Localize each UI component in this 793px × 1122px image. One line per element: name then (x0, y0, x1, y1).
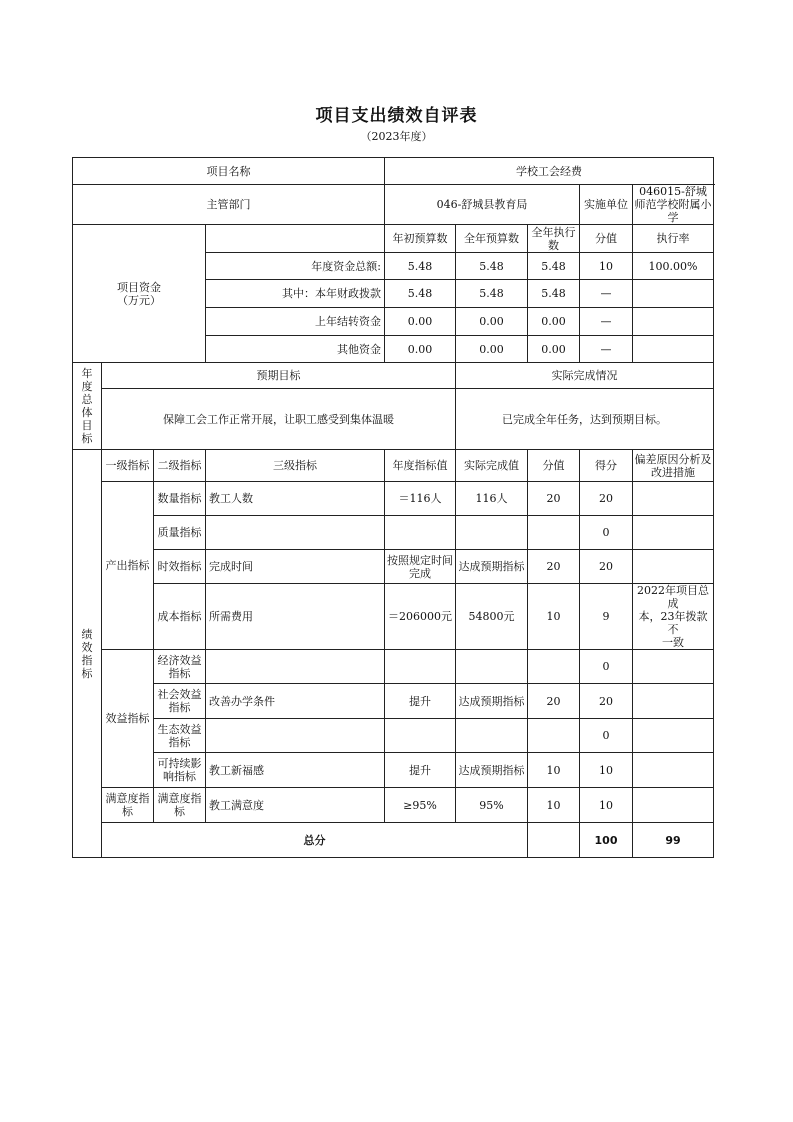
funds-cell: — (580, 280, 633, 308)
funds-cell: — (580, 308, 633, 336)
reason-header-line: 偏差原因分析及 (634, 452, 712, 466)
target-cell: ≥95% (385, 788, 456, 823)
reason-header-line: 改进措施 (651, 465, 695, 479)
funds-row-label: 年度资金总额: (206, 253, 385, 280)
benefit-indicator-label: 效益指标 (102, 650, 154, 788)
level2-line: 可持续影 (157, 757, 202, 770)
level3-cell (206, 650, 385, 684)
col-header-score: 得分 (580, 450, 633, 482)
col-header-actual: 实际完成值 (456, 450, 528, 482)
level3-cell (206, 719, 385, 753)
actual-cell: 116人 (456, 482, 528, 516)
funds-cell: 5.48 (456, 280, 528, 308)
funds-cell: 0.00 (528, 336, 580, 363)
funds-cell: 0.00 (528, 308, 580, 336)
funds-label-line2: （万元） (117, 293, 161, 307)
funds-cell: 0.00 (456, 308, 528, 336)
funds-cell: 100.00% (633, 253, 714, 280)
funds-cell: 5.48 (528, 253, 580, 280)
funds-header: 全年预算数 (456, 225, 528, 253)
funds-cell: 5.48 (385, 253, 456, 280)
goal-label-char: 总 (81, 393, 93, 406)
funds-label-line1: 项目资金 (117, 280, 161, 294)
value-cell: 20 (528, 550, 580, 584)
value-cell: 20 (528, 482, 580, 516)
funds-cell (633, 336, 714, 363)
level2-line: 指标 (168, 666, 191, 680)
funds-row-label: 其他资金 (206, 336, 385, 363)
level3-cell: 完成时间 (206, 550, 385, 584)
target-line: 按照规定时间 (387, 553, 453, 567)
value-cell (528, 650, 580, 684)
target-line: 完成 (409, 566, 431, 580)
level2-cell: 数量指标 (154, 482, 206, 516)
indicator-label-char: 绩 (81, 627, 93, 641)
actual-cell (456, 516, 528, 550)
actual-completion-header: 实际完成情况 (456, 363, 714, 389)
funds-cell: 0.00 (385, 308, 456, 336)
goal-label-char: 目 (81, 419, 93, 432)
score-cell: 20 (580, 482, 633, 516)
actual-cell: 达成预期指标 (456, 684, 528, 719)
dept-value: 046-舒城县教育局 (385, 185, 580, 225)
score-cell: 20 (580, 684, 633, 719)
annual-goal-label (73, 363, 102, 450)
level2-line: 响指标 (163, 770, 196, 783)
target-cell: ＝116人 (385, 482, 456, 516)
total-value: 100 (580, 823, 633, 858)
actual-cell: 达成预期指标 (456, 550, 528, 584)
reason-line: 本，23年拨款不 (638, 610, 708, 636)
reason-line: 一致 (662, 636, 684, 649)
level3-cell: 教工满意度 (206, 788, 385, 823)
reason-cell (633, 719, 714, 753)
report-year: （2023年度） (360, 130, 433, 143)
reason-cell (633, 516, 714, 550)
col-header-level2: 二级指标 (154, 450, 206, 482)
funds-cell: 0.00 (385, 336, 456, 363)
value-cell (528, 516, 580, 550)
reason-cell (633, 650, 714, 684)
funds-cell (633, 308, 714, 336)
funds-cell: 5.48 (456, 253, 528, 280)
col-header-level3: 三级指标 (206, 450, 385, 482)
goal-label-char: 年 (81, 367, 93, 380)
level2-cell: 时效指标 (154, 550, 206, 584)
score-cell: 9 (580, 584, 633, 650)
level2-cell (154, 650, 206, 684)
score-cell: 0 (580, 719, 633, 753)
value-cell: 10 (528, 753, 580, 788)
funds-cell (633, 280, 714, 308)
level2-line: 指标 (168, 701, 191, 714)
level2-cell (154, 788, 206, 823)
dept-label: 主管部门 (73, 185, 385, 225)
reason-cell (633, 550, 714, 584)
target-cell (385, 719, 456, 753)
actual-cell (456, 650, 528, 684)
level2-line: 标 (174, 805, 185, 818)
indicator-label-char: 标 (81, 666, 93, 680)
indicator-label-char: 指 (81, 653, 93, 667)
reason-cell (633, 482, 714, 516)
funds-row-label: 上年结转资金 (206, 308, 385, 336)
col-header-level1: 一级指标 (102, 450, 154, 482)
funds-cell: 5.48 (385, 280, 456, 308)
target-cell (385, 516, 456, 550)
target-cell: 提升 (385, 684, 456, 719)
score-cell: 0 (580, 650, 633, 684)
expected-goal-header: 预期目标 (102, 363, 456, 389)
impl-unit-value: 046015-舒城师范学校附属小学 (633, 185, 714, 225)
score-cell: 10 (580, 788, 633, 823)
value-cell: 20 (528, 684, 580, 719)
actual-cell (456, 719, 528, 753)
project-name: 学校工会经费 (385, 158, 714, 185)
level3-cell: 改善办学条件 (206, 684, 385, 719)
level2-line: 指标 (168, 735, 191, 749)
col-header-reason (633, 450, 714, 482)
level1-line: 标 (122, 805, 133, 818)
funds-cell: 0.00 (456, 336, 528, 363)
col-header-target: 年度指标值 (385, 450, 456, 482)
level1-line: 满意度指 (105, 792, 150, 805)
level3-cell: 所需费用 (206, 584, 385, 650)
project-name-label: 项目名称 (73, 158, 385, 185)
funds-cell: 10 (580, 253, 633, 280)
total-label: 总分 (102, 823, 528, 858)
page-title: 项目支出绩效自评表 (315, 106, 478, 126)
level2-cell (154, 719, 206, 753)
target-cell (385, 650, 456, 684)
funds-cell: 5.48 (528, 280, 580, 308)
evaluation-table (72, 157, 714, 858)
actual-completion-text: 已完成全年任务，达到预期目标。 (456, 389, 714, 450)
level2-cell (154, 753, 206, 788)
expected-goal-text: 保障工会工作正常开展，让职工感受到集体温暖 (102, 389, 456, 450)
target-cell: 提升 (385, 753, 456, 788)
actual-cell: 95% (456, 788, 528, 823)
impl-unit-label: 实施单位 (580, 185, 633, 225)
reason-cell (633, 788, 714, 823)
reason-cell (633, 753, 714, 788)
score-cell: 0 (580, 516, 633, 550)
goal-label-char: 度 (81, 380, 93, 393)
target-cell: ＝206000元 (385, 584, 456, 650)
level2-cell: 成本指标 (154, 584, 206, 650)
level3-cell: 教工人数 (206, 482, 385, 516)
funds-row-label: 其中：本年财政拨款 (206, 280, 385, 308)
value-cell (528, 719, 580, 753)
col-header-score-value: 分值 (528, 450, 580, 482)
funds-cell: — (580, 336, 633, 363)
goal-label-char: 体 (81, 406, 93, 419)
funds-header: 全年执行数 (528, 225, 580, 253)
funds-header: 年初预算数 (385, 225, 456, 253)
level2-cell (154, 684, 206, 719)
value-cell: 10 (528, 788, 580, 823)
funds-header: 执行率 (633, 225, 714, 253)
reason-cell (633, 584, 714, 650)
indicator-label-char: 效 (81, 640, 93, 654)
level3-cell (206, 516, 385, 550)
goal-label-char: 标 (81, 432, 93, 445)
reason-line: 2022年项目总成 (637, 584, 709, 610)
satisfaction-indicator-label (102, 788, 154, 823)
score-cell: 10 (580, 753, 633, 788)
level2-line: 生态效益 (157, 722, 202, 736)
funds-header: 分值 (580, 225, 633, 253)
level2-line: 满意度指 (157, 792, 202, 805)
funds-label (73, 225, 206, 363)
level3-cell: 教工新福感 (206, 753, 385, 788)
total-score: 99 (633, 823, 714, 858)
actual-cell: 54800元 (456, 584, 528, 650)
level2-line: 经济效益 (157, 653, 202, 667)
performance-indicators-label (73, 450, 102, 858)
output-indicator-label: 产出指标 (102, 482, 154, 650)
target-cell (385, 550, 456, 584)
actual-cell: 达成预期指标 (456, 753, 528, 788)
score-cell: 20 (580, 550, 633, 584)
value-cell: 10 (528, 584, 580, 650)
reason-cell (633, 684, 714, 719)
level2-line: 社会效益 (157, 688, 202, 701)
level2-cell: 质量指标 (154, 516, 206, 550)
